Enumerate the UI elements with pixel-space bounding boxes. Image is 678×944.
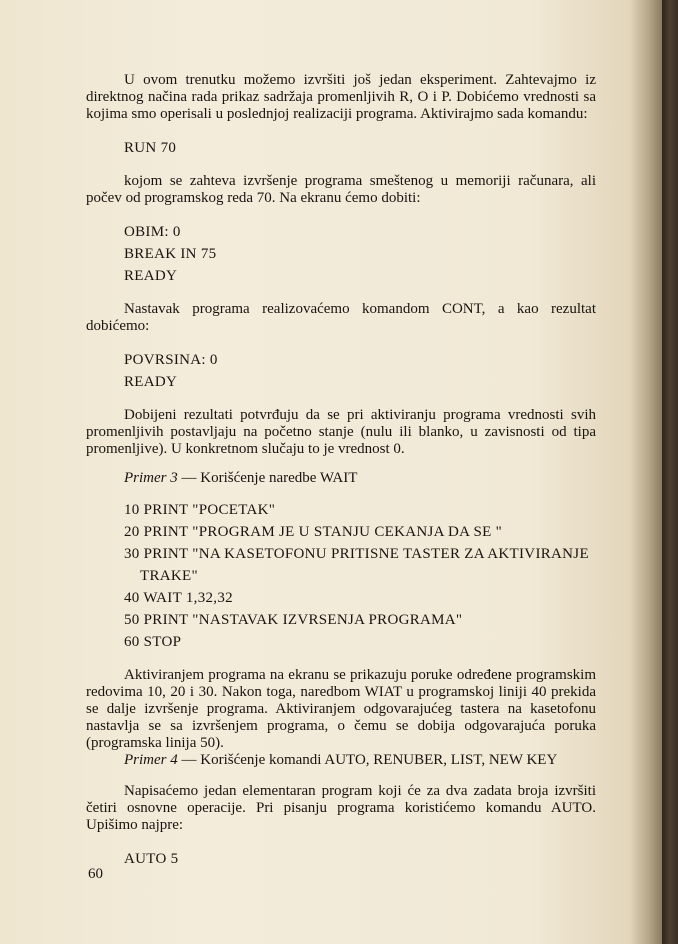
code-line: 10 PRINT "POCETAK"	[124, 502, 276, 518]
code-block	[86, 221, 596, 287]
example-title: — Korišćenje naredbe WAIT	[177, 470, 358, 486]
paragraph: kojom se zahteva izvršenje programa smeštenog u memoriji računara, ali počev od programskog reda 70. Na ekranu ćemo dobiti:	[86, 173, 596, 206]
example-title: — Korišćenje komandi AUTO, RENUBER, LIST, NEW KEY	[177, 752, 558, 768]
example-label: Primer 4	[124, 752, 178, 768]
page-fold-shadow	[630, 0, 662, 944]
code-line: 20 PRINT "PROGRAM JE U STANJU CEKANJA DA SE "	[124, 524, 503, 540]
code-line: OBIM: 0	[124, 224, 181, 240]
code-line: 30 PRINT "NA KASETOFONU PRITISNE TASTER ZA AKTIVIRANJE TRAKE"	[124, 546, 589, 584]
example-heading	[86, 752, 596, 769]
code-line: 60 STOP	[124, 634, 182, 650]
code-line: RUN 70	[124, 140, 177, 156]
code-block	[86, 499, 596, 653]
example-label: Primer 3	[124, 470, 178, 486]
code-line: POVRSINA: 0	[124, 352, 218, 368]
code-block	[86, 349, 596, 393]
code-line: 40 WAIT 1,32,32	[124, 590, 233, 606]
paragraph: Nastavak programa realizovaćemo komandom CONT, a kao rezultat dobićemo:	[86, 301, 596, 334]
paragraph: Dobijeni rezultati potvrđuju da se pri aktiviranju programa vrednosti svih promenljivih postavljaju na početno stanje (nulu ili blanko, u zavisnosti od tipa promenljive). U konkretnom slučaju to je vrednost 0.	[86, 407, 596, 457]
page-number: 60	[88, 866, 103, 882]
paragraph: U ovom trenutku možemo izvršiti još jedan eksperiment. Zahtevajmo iz direktnog načina rada prikaz sadržaja promenljivih R, O i P. Dobićemo vrednosti sa kojima smo operisali u poslednjoj realizaciji programa. Aktivirajmo sada komandu:	[86, 72, 596, 122]
code-line: AUTO 5	[124, 851, 179, 867]
code-line: BREAK IN 75	[124, 246, 217, 262]
book-edge	[662, 0, 678, 944]
paragraph: Napisaćemo jedan elementaran program koji će za dva zadata broja izvršiti četiri osnovne operacije. Pri pisanju programa koristićemo komandu AUTO. Upišimo najpre:	[86, 783, 596, 833]
code-block	[86, 137, 596, 159]
code-line: READY	[124, 374, 178, 390]
code-block	[86, 848, 596, 870]
code-line: 50 PRINT "NASTAVAK IZVRSENJA PROGRAMA"	[124, 612, 463, 628]
code-line: READY	[124, 268, 178, 284]
page-content	[86, 72, 596, 870]
example-heading	[86, 470, 596, 487]
paragraph: Aktiviranjem programa na ekranu se prikazuju poruke određene programskim redovima 10, 20 i 30. Nakon toga, naredbom WIAT u programskoj liniji 40 prekida se dalje izvršenje programa. Aktiviranjem odgovarajućeg tastera na kasetofonu nastavlja se sa izvršenjem programa, o čemu se dobija odgovarajuća poruka (programska linija 50).	[86, 667, 596, 751]
